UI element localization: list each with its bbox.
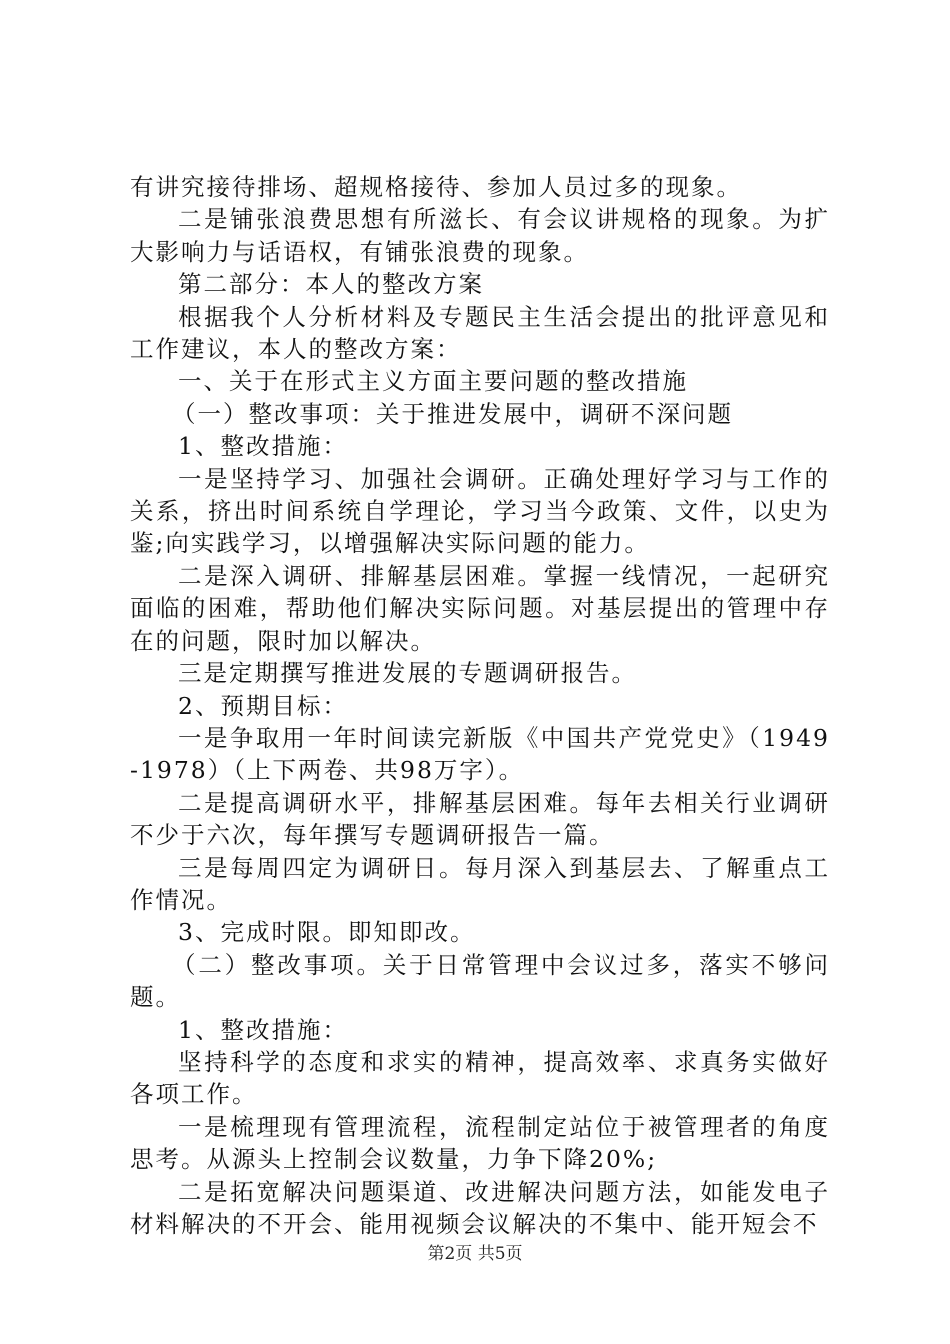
heading-item-one: （一）整改事项：关于推进发展中，调研不深问题 (172, 399, 733, 428)
paragraph-goal-history: 一是争取用一年时间读完新版《中国共产党党史》（1949-1978）（上下两卷、共98万字）。 (130, 723, 830, 785)
heading-deadline: 3、完成时限。即知即改。 (178, 918, 476, 947)
heading-formalism-measures: 一、关于在形式主义方面主要问题的整改措施 (178, 367, 688, 396)
paragraph-continuation: 有讲究接待排场、超规格接待、参加人员过多的现象。 (130, 173, 742, 201)
paragraph-channels: 二是拓宽解决问题渠道、改进解决问题方法，如能发电子材料解决的不开会、能用视频会议解决的不集中、能开短会不 (130, 1177, 830, 1238)
paragraph-measure-research: 二是深入调研、排解基层困难。掌握一线情况，一起研究面临的困难，帮助他们解决实际问题。对基层提出的管理中存在的问题，限时加以解决。 (130, 561, 830, 655)
page-footer: 第2页 共5页 (427, 1244, 523, 1264)
heading-measures-1: 1、整改措施： (178, 432, 348, 461)
heading-goals: 2、预期目标： (178, 691, 348, 720)
paragraph-process-review: 一是梳理现有管理流程，流程制定站位于被管理者的角度思考。从源头上控制会议数量，力争下降20%; (130, 1112, 830, 1174)
paragraph-measure-report: 三是定期撰写推进发展的专题调研报告。 (178, 659, 637, 688)
heading-item-two: （二）整改事项。关于日常管理中会议过多，落实不够问题。 (130, 950, 830, 1012)
paragraph-goal-research-level: 二是提高调研水平，排解基层困难。每年去相关行业调研不少于六次，每年撰写专题调研报告一篇。 (130, 788, 830, 850)
paragraph-scientific-attitude: 坚持科学的态度和求实的精神，提高效率、求真务实做好各项工作。 (130, 1047, 830, 1109)
paragraph-measure-study: 一是坚持学习、加强社会调研。正确处理好学习与工作的关系，挤出时间系统自学理论，学习当今政策、文件，以史为鉴;向实践学习，以增强解决实际问题的能力。 (130, 464, 830, 558)
paragraph-goal-research-day: 三是每周四定为调研日。每月深入到基层去、了解重点工作情况。 (130, 853, 830, 914)
paragraph-intro-plan: 根据我个人分析材料及专题民主生活会提出的批评意见和工作建议，本人的整改方案： (130, 302, 830, 364)
heading-measures-2: 1、整改措施： (178, 1015, 348, 1044)
paragraph-waste-issue: 二是铺张浪费思想有所滋长、有会议讲规格的现象。为扩大影响力与话语权，有铺张浪费的现象。 (130, 205, 830, 266)
document-body (130, 171, 830, 1240)
section-heading-part-two: 第二部分：本人的整改方案 (178, 270, 484, 299)
